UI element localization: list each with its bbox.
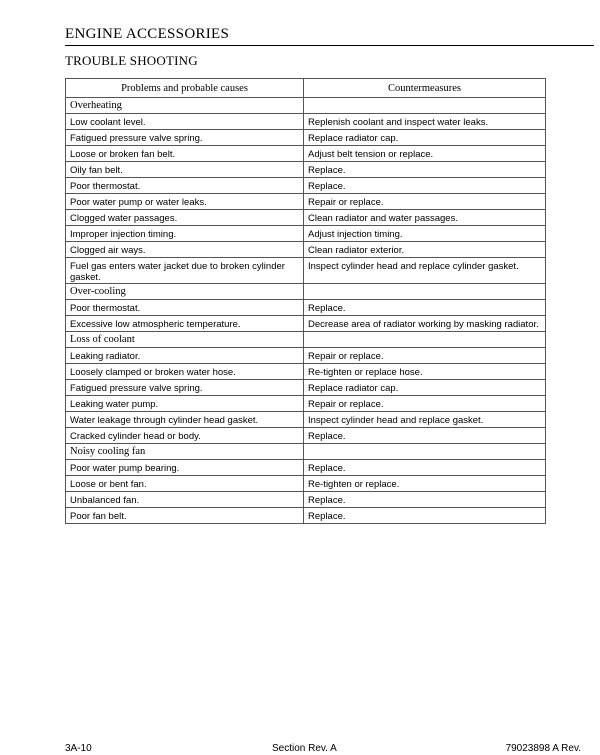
table-row: [66, 508, 546, 524]
table-row: [66, 316, 546, 332]
countermeasure-cell: Inspect cylinder head and replace gasket.: [304, 412, 546, 428]
table-header-row: [66, 79, 546, 98]
category-label: Over-cooling: [66, 284, 304, 300]
header-divider: [65, 45, 594, 46]
trouble-shooting-table: [65, 78, 546, 524]
table-row: [66, 114, 546, 130]
problem-cell: Fatigued pressure valve spring.: [66, 380, 304, 396]
countermeasure-cell: Clean radiator exterior.: [304, 242, 546, 258]
category-empty-cell: [304, 444, 546, 460]
problem-cell: Poor water pump bearing.: [66, 460, 304, 476]
table-row: [66, 242, 546, 258]
table-row: [66, 194, 546, 210]
problem-cell: Unbalanced fan.: [66, 492, 304, 508]
table-row: [66, 348, 546, 364]
countermeasure-cell: Replace.: [304, 178, 546, 194]
category-row: [66, 98, 546, 114]
table-row: [66, 460, 546, 476]
category-label: Overheating: [66, 98, 304, 114]
countermeasure-cell: Clean radiator and water passages.: [304, 210, 546, 226]
countermeasure-cell: Inspect cylinder head and replace cylinder gasket.: [304, 258, 546, 284]
page-number: 3A-10: [65, 743, 92, 754]
countermeasure-cell: Replace radiator cap.: [304, 380, 546, 396]
table-row: [66, 258, 546, 284]
category-empty-cell: [304, 284, 546, 300]
countermeasure-cell: Re-tighten or replace hose.: [304, 364, 546, 380]
table-row: [66, 380, 546, 396]
problem-cell: Water leakage through cylinder head gasket.: [66, 412, 304, 428]
section-title: ENGINE ACCESSORIES: [65, 26, 230, 42]
table-row: [66, 364, 546, 380]
table-row: [66, 130, 546, 146]
problem-cell: Fuel gas enters water jacket due to broken cylinder gasket.: [66, 258, 304, 284]
countermeasure-cell: Decrease area of radiator working by masking radiator.: [304, 316, 546, 332]
column-header-problems: Problems and probable causes: [66, 79, 304, 98]
problem-cell: Oily fan belt.: [66, 162, 304, 178]
table-row: [66, 396, 546, 412]
countermeasure-cell: Replace.: [304, 460, 546, 476]
problem-cell: Loosely clamped or broken water hose.: [66, 364, 304, 380]
table-row: [66, 162, 546, 178]
problem-cell: Poor water pump or water leaks.: [66, 194, 304, 210]
table-row: [66, 300, 546, 316]
table-row: [66, 146, 546, 162]
category-row: [66, 332, 546, 348]
problem-cell: Low coolant level.: [66, 114, 304, 130]
countermeasure-cell: Repair or replace.: [304, 348, 546, 364]
table-row: [66, 428, 546, 444]
category-row: [66, 444, 546, 460]
problem-cell: Poor fan belt.: [66, 508, 304, 524]
problem-cell: Clogged air ways.: [66, 242, 304, 258]
table-row: [66, 412, 546, 428]
problem-cell: Clogged water passages.: [66, 210, 304, 226]
countermeasure-cell: Replace radiator cap.: [304, 130, 546, 146]
countermeasure-cell: Repair or replace.: [304, 194, 546, 210]
category-empty-cell: [304, 98, 546, 114]
countermeasure-cell: Replace.: [304, 492, 546, 508]
countermeasure-cell: Replace.: [304, 300, 546, 316]
problem-cell: Excessive low atmospheric temperature.: [66, 316, 304, 332]
countermeasure-cell: Re-tighten or replace.: [304, 476, 546, 492]
table-row: [66, 210, 546, 226]
countermeasure-cell: Adjust belt tension or replace.: [304, 146, 546, 162]
subsection-title: TROUBLE SHOOTING: [65, 53, 198, 68]
problem-cell: Leaking water pump.: [66, 396, 304, 412]
problem-cell: Fatigued pressure valve spring.: [66, 130, 304, 146]
problem-cell: Leaking radiator.: [66, 348, 304, 364]
countermeasure-cell: Replace.: [304, 428, 546, 444]
problem-cell: Cracked cylinder head or body.: [66, 428, 304, 444]
category-label: Noisy cooling fan: [66, 444, 304, 460]
problem-cell: Poor thermostat.: [66, 178, 304, 194]
category-row: [66, 284, 546, 300]
countermeasure-cell: Replace.: [304, 508, 546, 524]
document-revision: 79023898 A Rev.: [505, 743, 581, 754]
page-footer: [65, 743, 594, 755]
category-empty-cell: [304, 332, 546, 348]
page-header: [65, 26, 594, 69]
table-row: [66, 178, 546, 194]
problem-cell: Loose or broken fan belt.: [66, 146, 304, 162]
column-header-countermeasures: Countermeasures: [304, 79, 546, 98]
section-revision: Section Rev. A: [272, 743, 337, 754]
category-label: Loss of coolant: [66, 332, 304, 348]
problem-cell: Loose or bent fan.: [66, 476, 304, 492]
table-row: [66, 226, 546, 242]
table-row: [66, 492, 546, 508]
problem-cell: Poor thermostat.: [66, 300, 304, 316]
problem-cell: Improper injection timing.: [66, 226, 304, 242]
table-row: [66, 476, 546, 492]
table-body: [66, 98, 546, 524]
countermeasure-cell: Replenish coolant and inspect water leaks.: [304, 114, 546, 130]
countermeasure-cell: Repair or replace.: [304, 396, 546, 412]
countermeasure-cell: Adjust injection timing.: [304, 226, 546, 242]
countermeasure-cell: Replace.: [304, 162, 546, 178]
